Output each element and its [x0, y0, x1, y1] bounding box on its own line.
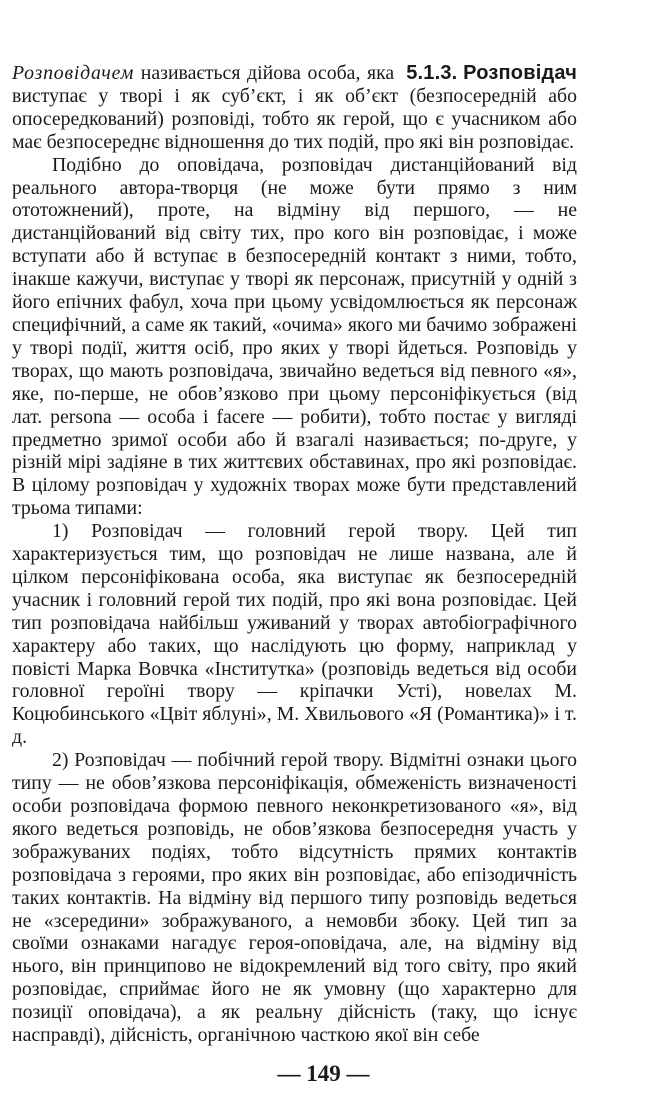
paragraph: 2) Розповідач — побічний герой твору. Відмітні ознаки цього типу — не обов’язкова персоніфікація, обмеженість визначеності особи розповідача формою певного неконкретизованого «я», від якого ведеться розповідь, не обов’язкова безпосередня участь у зображуваних подіях, тобто відсутність прямих контактів розповідача з героями, про яких він розповідає, або епізодичність таких контактів. На відміну від першого типу розповідь ведеться не «зсередини» зображуваного, а немовби збоку. Цей тип за своїми ознаками нагадує героя-оповідача, але, на відміну від нього, він принципово не відокремлений від того світу, про який розповідає, сприймає його не як умовну (що характерно для позиції оповідача), а як реальну дійсність (таку, що існує насправді), дійсність, органічною часткою якої він себе: [12, 749, 577, 1047]
intro-text: називається дійова особа, яка виступає у творі і як суб’єкт, і як об’єкт (безпосередній або опосередкований) розповіді, тобто як герой, що є учасником або має безпосереднє відношення до тих подій, про які він розповідає.: [12, 62, 577, 153]
page-number: — 149 —: [277, 1061, 370, 1086]
defined-term: Розповідачем: [12, 62, 135, 84]
intro-block: [12, 62, 577, 154]
page-text: [12, 62, 577, 1047]
section-heading: 5.1.3. Розповідач: [406, 62, 577, 84]
paragraph: Подібно до оповідача, розповідач дистанційований від реального автора-творця (не може бути прямо з ним ототожнений), проте, на відміну від першого, — не дистанційований від світу тих, про кого він розповідає, і може вступати або й вступає в безпосередній контакт з ними, тобто, інакше кажучи, виступає у творі як персонаж, присутній у одній з його епічних фабул, хоча при цьому усвідомлюється як персонаж специфічний, а саме як такий, «очима» якого ми бачимо зображені у творі події, життя осіб, про яких у творі йдеться. Розповідь у творах, що мають розповідача, звичайно ведеться від певного «я», яке, по-перше, не обов’язково при цьому персоніфікується (від лат. persona — особа і facere — робити), тобто постає у вигляді предметно зримої особи або й взагалі називається; по-друге, у різній мірі задіяне в тих життєвих обставинах, про які розповідає. В цілому розповідач у художніх творах може бути представлений трьома типами:: [12, 153, 577, 520]
paragraph: 1) Розповідач — головний герой твору. Цей тип характеризується тим, що розповідач не лише названа, але й цілком персоніфікована особа, яка виступає як безпосередній учасник і головний герой тих подій, про які вона розповідає. Цей тип розповідача найбільш уживаний у творах автобіографічного характеру або таких, що наслідують цю форму, наприклад у повісті Марка Вовчка «Інститутка» (розповідь ведеться від особи головної героїні твору — кріпачки Усті), новелах М. Коцюбинського «Цвіт яблуні», М. Хвильового «Я (Романтика)» і т. д.: [12, 520, 577, 749]
